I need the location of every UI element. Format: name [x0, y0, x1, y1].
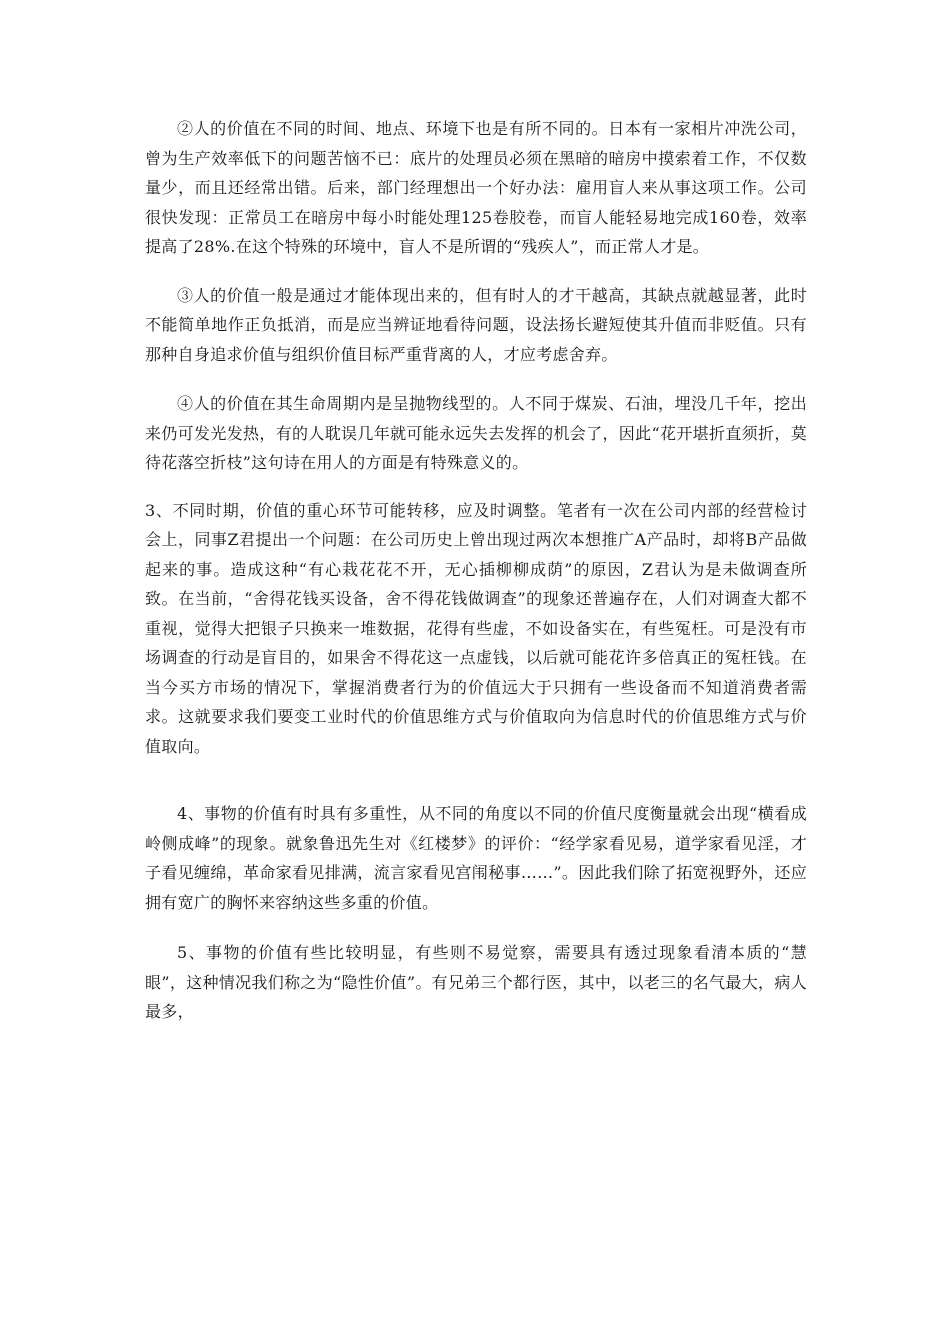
paragraph-section-5: 5、事物的价值有些比较明显，有些则不易觉察，需要具有透过现象看清本质的“慧眼”，这种情况我们称之为“隐性价值”。有兄弟三个都行医，其中，以老三的名气最大，病人最多， — [145, 943, 807, 1021]
paragraph-section-3: 3、不同时期，价值的重心环节可能转移，应及时调整。笔者有一次在公司内部的经营检讨会上，同事Z君提出一个问题：在公司历史上曾出现过两次本想推广A产品时，却将B产品做起来的事。造成这种“有心栽花花不开，无心插柳柳成荫”的原因，Z君认为是未做调查所致。在当前，“舍得花钱买设备，舍不得花钱做调查”的现象还普遍存在，人们对调查大都不重视，觉得大把银子只换来一堆数据，花得有些虚，不如设备实在，有些冤枉。可是没有市场调查的行动是盲目的，如果舍不得花这一点虚钱，以后就可能花许多倍真正的冤枉钱。在当今买方市场的情况下，掌握消费者行为的价值远大于只拥有一些设备而不知道消费者需求。这就要求我们要变工业时代的价值思维方式与价值取向为信息时代的价值思维方式与价值取向。 — [145, 500, 807, 756]
document-body — [145, 114, 807, 1027]
paragraph-item-3: ③人的价值一般是通过才能体现出来的，但有时人的才干越高，其缺点就越显著，此时不能简单地作正负抵消，而是应当辨证地看待问题，设法扬长避短使其升值而非贬值。只有那种自身追求价值与组织价值目标严重背离的人，才应考虑舍弃。 — [145, 285, 807, 364]
paragraph-section-4: 4、事物的价值有时具有多重性，从不同的角度以不同的价值尺度衡量就会出现“横看成岭侧成峰”的现象。就象鲁迅先生对《红楼梦》的评价：“经学家看见易，道学家看见淫，才子看见缠绵，革命家看见排满，流言家看见宫闱秘事……”。因此我们除了拓宽视野外，还应拥有宽广的胸怀来容纳这些多重的价值。 — [145, 804, 807, 912]
paragraph-item-4: ④人的价值在其生命周期内是呈抛物线型的。人不同于煤炭、石油，埋没几千年，挖出来仍可发光发热，有的人耽误几年就可能永远失去发挥的机会了，因此“花开堪折直须折，莫待花落空折枝”这句诗在用人的方面是有特殊意义的。 — [145, 394, 807, 472]
paragraph-item-2: ②人的价值在不同的时间、地点、环境下也是有所不同的。日本有一家相片冲洗公司，曾为生产效率低下的问题苦恼不已：底片的处理员必须在黑暗的暗房中摸索着工作，不仅数量少，而且还经常出错。后来，部门经理想出一个好办法：雇用盲人来从事这项工作。公司很快发现：正常员工在暗房中每小时能处理125卷胶卷，而盲人能轻易地完成160卷，效率提高了28%.在这个特殊的环境中，盲人不是所谓的“残疾人”，而正常人才是。 — [145, 119, 807, 256]
